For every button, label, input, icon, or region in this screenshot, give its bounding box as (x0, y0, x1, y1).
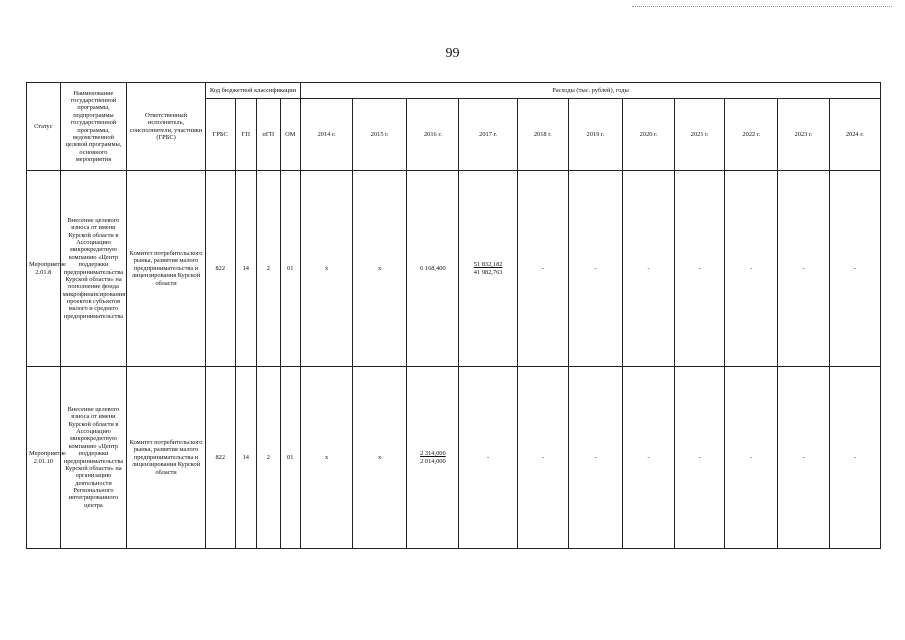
header-status: Статус (27, 83, 61, 171)
header-year-2022: 2022 г. (725, 99, 778, 171)
amount-pair (420, 450, 446, 466)
top-rule (632, 6, 892, 7)
row-2015: х (353, 367, 407, 549)
row-2016 (407, 367, 459, 549)
row-2021: - (675, 367, 725, 549)
row-om: 01 (280, 171, 300, 367)
amount-new: 41 982,763 (473, 268, 503, 276)
header-year-2019: 2019 г. (568, 99, 622, 171)
header-year-2016: 2016 г. (407, 99, 459, 171)
row-status: Мероприятие 2.01.8 (27, 171, 61, 367)
row-pgp: 2 (257, 171, 281, 367)
row-2020: - (623, 367, 675, 549)
header-pgp: пГП (257, 99, 281, 171)
row-2017 (459, 171, 517, 367)
header-year-2017: 2017 г. (459, 99, 517, 171)
table-row (27, 367, 881, 549)
header-year-2014: 2014 г. (300, 99, 352, 171)
row-2015: х (353, 171, 407, 367)
header-year-2024: 2024 г. (829, 99, 880, 171)
row-2023: - (778, 171, 829, 367)
header-year-2023: 2023 г. (778, 99, 829, 171)
row-2019: - (568, 171, 622, 367)
row-2014: х (300, 367, 352, 549)
row-2016: 6 168,400 (407, 171, 459, 367)
amount-pair (474, 261, 503, 277)
header-om: ОМ (280, 99, 300, 171)
row-om: 01 (280, 367, 300, 549)
row-pgp: 2 (257, 367, 281, 549)
row-gp: 14 (235, 171, 256, 367)
row-2014: х (300, 171, 352, 367)
header-year-2021: 2021 г. (675, 99, 725, 171)
header-budget-code: Код бюджетной классификации (205, 83, 300, 99)
row-2020: - (623, 171, 675, 367)
header-gp: ГП (235, 99, 256, 171)
row-2022: - (725, 367, 778, 549)
page-number: 99 (445, 46, 460, 61)
row-2021: - (675, 171, 725, 367)
row-2018: - (517, 171, 568, 367)
header-year-2018: 2018 г. (517, 99, 568, 171)
header-name: Наименование государственной программы, подпрограммы государственной программы, ведомственной целевой программы, основного мероприятия (60, 83, 126, 171)
row-name: Внесение целевого взноса от имени Курской области в Ассоциацию микрокредитную компанию «Центр поддержки предпринимательства Курской области» на организацию деятельности Регионального интегрированного центра (60, 367, 126, 549)
row-grbs: 822 (205, 171, 235, 367)
header-expenses: Расходы (тыс. рублей), годы (300, 83, 880, 99)
amount-new: 2 014,000 (420, 457, 446, 465)
row-responsible: Комитет потребительского рынка, развития малого предпринимательства и лицензирования Курской области (127, 367, 206, 549)
row-2018: - (517, 367, 568, 549)
header-year-2015: 2015 г. (353, 99, 407, 171)
budget-table (26, 82, 881, 549)
row-2024: - (829, 171, 880, 367)
table-row (27, 171, 881, 367)
row-2023: - (778, 367, 829, 549)
amount-old: 51 832,182 (473, 260, 503, 268)
row-gp: 14 (235, 367, 256, 549)
header-grbs: ГРБС (205, 99, 235, 171)
row-name: Внесение целевого взноса от имени Курской области в Ассоциацию микрокредитную компанию «Центр поддержки предпринимательства Курской области» на пополнение фонда микрофинансирования проектов субъектов малого и среднего предпринимательства (60, 171, 126, 367)
row-2024: - (829, 367, 880, 549)
row-2022: - (725, 171, 778, 367)
row-2017: - (459, 367, 517, 549)
amount-old: 2 314,000 (420, 449, 446, 457)
row-grbs: 822 (205, 367, 235, 549)
row-responsible: Комитет потребительского рынка, развития малого предпринимательства и лицензирования Курской области (127, 171, 206, 367)
row-2019: - (568, 367, 622, 549)
row-status: Мероприятие 2.01.10 (27, 367, 61, 549)
header-responsible: Ответственный исполнитель, соисполнители, участники (ГРБС) (127, 83, 206, 171)
header-year-2020: 2020 г. (623, 99, 675, 171)
